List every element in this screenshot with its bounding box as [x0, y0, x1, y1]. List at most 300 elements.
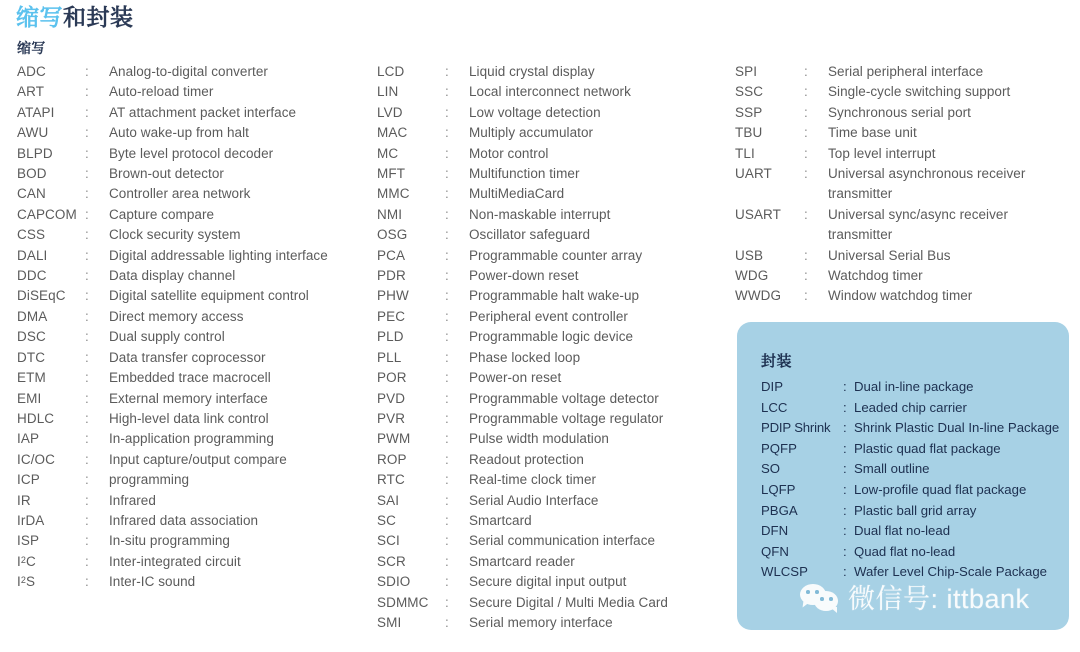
abbreviation-definition: Universal sync/async receiver transmitter — [828, 206, 1009, 243]
abbreviation-definition: Peripheral event controller — [469, 308, 628, 324]
abbreviation-row — [17, 82, 367, 102]
abbreviation-definition: Local interconnect network — [469, 84, 631, 100]
abbreviation-separator: : — [85, 553, 89, 569]
abbreviation-key: PVR — [377, 410, 406, 426]
abbreviation-definition: Smartcard — [469, 512, 532, 528]
abbreviation-definition: Auto wake-up from halt — [109, 125, 249, 141]
package-separator: : — [843, 481, 847, 497]
abbreviation-key: LIN — [377, 84, 399, 100]
package-definition: Dual in-line package — [854, 379, 974, 394]
abbreviation-row — [377, 613, 722, 633]
abbreviation-row — [735, 144, 1075, 164]
abbreviation-key: MC — [377, 145, 399, 161]
abbreviation-key: $I^2C$ — [17, 553, 36, 569]
abbreviation-separator: : — [85, 84, 89, 100]
abbreviation-separator: : — [804, 166, 808, 182]
abbreviation-row — [17, 307, 367, 327]
package-definition: Dual flat no-lead — [854, 523, 951, 539]
abbreviation-definition: Time base unit — [828, 125, 917, 141]
abbreviation-separator: : — [445, 268, 449, 284]
abbreviation-definition: Auto-reload timer — [109, 84, 214, 100]
abbreviation-definition: Clock security system — [109, 227, 241, 243]
abbreviation-separator: : — [445, 410, 449, 426]
abbreviation-definition: Programmable voltage regulator — [469, 410, 664, 426]
abbreviation-row — [735, 205, 1075, 246]
package-key: LCC — [761, 399, 788, 415]
abbreviation-key: RTC — [377, 472, 405, 488]
abbreviation-key: MFT — [377, 166, 406, 182]
abbreviation-row — [17, 266, 367, 286]
abbreviation-definition: In-application programming — [109, 431, 274, 447]
abbreviation-separator: : — [445, 370, 449, 386]
abbreviation-row — [377, 491, 722, 511]
package-row — [761, 501, 1061, 522]
abbreviation-definition: Programmable halt wake-up — [469, 288, 640, 304]
abbreviation-row — [377, 552, 722, 572]
abbreviation-row — [377, 246, 722, 266]
abbreviation-key: UART — [735, 166, 772, 182]
abbreviation-row — [377, 205, 722, 225]
abbreviation-row — [735, 103, 1075, 123]
abbreviation-separator: : — [85, 145, 89, 161]
abbreviation-key: SDMMC — [377, 594, 429, 610]
abbreviation-separator: : — [85, 410, 89, 426]
abbreviation-row — [17, 450, 367, 470]
abbreviation-row — [17, 409, 367, 429]
package-key: LQFP — [761, 481, 796, 497]
abbreviation-separator: : — [85, 268, 89, 284]
abbreviation-key: HDLC — [17, 410, 55, 426]
abbreviation-separator: : — [445, 125, 449, 141]
abbreviation-key: NMI — [377, 206, 403, 222]
abbreviation-key: LCD — [377, 64, 405, 79]
abbreviation-row — [17, 144, 367, 164]
abbreviation-separator: : — [85, 125, 89, 141]
abbreviation-definition: Input capture/output compare — [109, 451, 287, 467]
abbreviation-definition: Multifunction timer — [469, 166, 580, 182]
abbreviation-separator: : — [804, 268, 808, 284]
abbreviation-row — [377, 511, 722, 531]
abbreviation-row — [377, 368, 722, 388]
abbreviation-key: PLL — [377, 349, 402, 365]
abbreviation-definition: Window watchdog timer — [828, 288, 973, 304]
abbreviation-definition: programming — [109, 472, 190, 488]
abbreviation-row — [17, 511, 367, 531]
package-definition: Low-profile quad flat package — [854, 481, 1027, 497]
abbreviation-key: SSC — [735, 84, 764, 100]
package-row — [761, 562, 1061, 583]
abbreviation-row — [17, 62, 367, 82]
abbreviation-separator: : — [445, 84, 449, 100]
abbreviation-separator: : — [85, 451, 89, 467]
abbreviation-key: DSC — [17, 329, 46, 345]
abbreviation-row — [377, 62, 722, 82]
abbreviation-row — [17, 429, 367, 449]
abbreviation-separator: : — [804, 84, 808, 100]
abbreviation-key: CAN — [17, 186, 46, 202]
abbreviation-key: ETM — [17, 370, 46, 386]
package-row — [761, 459, 1061, 480]
abbreviation-separator: : — [445, 614, 449, 630]
abbreviation-row — [17, 164, 367, 184]
abbreviation-key: TBU — [735, 125, 763, 141]
abbreviation-definition: Serial communication interface — [469, 533, 656, 549]
abbreviation-row — [17, 184, 367, 204]
abbreviation-row — [17, 552, 367, 572]
abbreviation-key: EMI — [17, 390, 42, 406]
abbreviation-row — [377, 389, 722, 409]
abbreviation-row — [377, 409, 722, 429]
abbreviation-key: AWU — [17, 125, 49, 141]
abbreviation-separator: : — [445, 349, 449, 365]
abbreviation-separator: : — [445, 574, 449, 590]
abbreviation-key: CAPCOM — [17, 206, 77, 222]
abbreviation-definition: Dual supply control — [109, 329, 225, 345]
abbreviation-separator: : — [445, 227, 449, 243]
abbreviation-definition: Top level interrupt — [828, 145, 936, 161]
abbreviation-row — [377, 103, 722, 123]
package-row — [761, 521, 1061, 542]
abbreviation-definition: Low voltage detection — [469, 104, 601, 120]
abbreviation-key: PDR — [377, 268, 406, 284]
abbreviation-definition: Phase locked loop — [469, 349, 581, 365]
abbreviation-key: USB — [735, 247, 764, 263]
abbreviation-row — [377, 572, 722, 592]
abbreviation-separator: : — [445, 288, 449, 304]
abbreviation-separator: : — [85, 431, 89, 447]
abbreviation-key: ATAPI — [17, 104, 55, 120]
abbreviation-separator: : — [445, 553, 449, 569]
abbreviation-row — [17, 286, 367, 306]
abbreviation-row — [377, 593, 722, 613]
abbreviation-row — [735, 246, 1075, 266]
abbreviation-definition: Digital addressable lighting interface — [109, 247, 328, 263]
abbreviation-key: ADC — [17, 64, 46, 79]
abbreviation-row — [735, 82, 1075, 102]
abbreviation-column-1 — [17, 62, 367, 593]
abbreviation-definition: Pulse width modulation — [469, 431, 609, 447]
abbreviation-row — [17, 225, 367, 245]
wechat-watermark-text: 微信号: ittbank — [848, 584, 1030, 614]
abbreviation-definition: Data display channel — [109, 268, 236, 284]
abbreviation-definition: Brown-out detector — [109, 166, 224, 182]
package-row — [761, 439, 1061, 460]
abbreviation-definition: Watchdog timer — [828, 268, 923, 284]
abbreviation-row — [17, 389, 367, 409]
abbreviation-key: DDC — [17, 268, 47, 284]
abbreviation-definition: High-level data link control — [109, 410, 269, 426]
abbreviation-definition: Programmable logic device — [469, 329, 634, 345]
abbreviation-separator: : — [85, 104, 89, 120]
package-box-title: 封装 — [761, 353, 793, 370]
abbreviation-separator: : — [85, 533, 89, 549]
package-definition: Shrink Plastic Dual In-line Package — [854, 420, 1060, 436]
abbreviation-separator: : — [445, 472, 449, 488]
abbreviation-separator: : — [804, 206, 808, 222]
abbreviation-key: PEC — [377, 308, 406, 324]
abbreviation-key: USART — [735, 206, 782, 222]
abbreviation-key: SDIO — [377, 574, 411, 590]
abbreviation-key: ICP — [17, 472, 40, 488]
abbreviation-key: IC/OC — [17, 451, 56, 467]
page-title-highlight: 缩写 — [16, 4, 63, 30]
abbreviation-key: SCR — [377, 553, 406, 569]
abbreviation-row — [17, 348, 367, 368]
abbreviation-key: ART — [17, 84, 45, 100]
abbreviation-separator: : — [85, 390, 89, 406]
abbreviation-row — [377, 266, 722, 286]
package-list — [761, 377, 1061, 583]
abbreviation-row — [735, 62, 1075, 82]
abbreviation-separator: : — [445, 145, 449, 161]
abbreviation-row — [377, 123, 722, 143]
abbreviation-definition: Infrared data association — [109, 512, 259, 528]
abbreviation-definition: Inter-integrated circuit — [109, 553, 241, 569]
abbreviation-key: SCI — [377, 533, 400, 549]
abbreviation-separator: : — [445, 390, 449, 406]
package-separator: : — [843, 502, 847, 518]
abbreviation-definition: Liquid crystal display — [469, 64, 595, 79]
abbreviation-row — [17, 572, 367, 592]
abbreviation-separator: : — [445, 64, 449, 79]
abbreviation-separator: : — [445, 451, 449, 467]
abbreviation-row — [17, 205, 367, 225]
abbreviation-definition: Digital satellite equipment control — [109, 288, 309, 304]
abbreviation-separator: : — [445, 186, 449, 202]
abbreviation-definition: Secure Digital / Multi Media Card — [469, 594, 668, 610]
abbreviation-key: PLD — [377, 329, 404, 345]
abbreviation-definition: Power-down reset — [469, 268, 579, 284]
abbreviation-row — [377, 327, 722, 347]
abbreviation-row — [735, 286, 1075, 306]
abbreviation-row — [377, 450, 722, 470]
abbreviation-key: BOD — [17, 166, 47, 182]
abbreviation-row — [735, 266, 1075, 286]
abbreviation-separator: : — [85, 574, 89, 590]
package-row — [761, 418, 1061, 439]
abbreviation-key: POR — [377, 370, 407, 386]
abbreviation-row — [377, 184, 722, 204]
abbreviation-separator: : — [85, 329, 89, 345]
abbreviation-separator: : — [445, 247, 449, 263]
package-row — [761, 480, 1061, 501]
package-separator: : — [843, 379, 847, 394]
abbreviation-key: ISP — [17, 533, 40, 549]
abbreviation-row — [17, 246, 367, 266]
abbreviation-row — [377, 225, 722, 245]
abbreviation-key: BLPD — [17, 145, 53, 161]
abbreviation-separator: : — [445, 329, 449, 345]
abbreviation-separator: : — [445, 492, 449, 508]
abbreviation-row — [17, 491, 367, 511]
abbreviation-definition: Universal Serial Bus — [828, 247, 951, 263]
package-separator: : — [843, 523, 847, 539]
package-key: DIP — [761, 379, 783, 394]
abbreviation-key: DiSEqC — [17, 288, 66, 304]
abbreviation-definition: Serial memory interface — [469, 614, 613, 630]
abbreviation-row — [377, 307, 722, 327]
abbreviation-definition: Controller area network — [109, 186, 251, 202]
abbreviation-separator: : — [85, 349, 89, 365]
abbreviation-definition: Direct memory access — [109, 308, 244, 324]
abbreviation-definition: Analog-to-digital converter — [109, 64, 268, 79]
abbreviation-definition: Readout protection — [469, 451, 584, 467]
abbreviation-key: DALI — [17, 247, 48, 263]
abbreviation-key: PCA — [377, 247, 406, 263]
abbreviation-separator: : — [445, 166, 449, 182]
abbreviation-separator: : — [85, 472, 89, 488]
abbreviation-definition: Serial Audio Interface — [469, 492, 599, 508]
abbreviation-separator: : — [804, 288, 808, 304]
abbreviation-definition: MultiMediaCard — [469, 186, 565, 202]
page-title — [16, 2, 134, 32]
abbreviation-column-3 — [735, 62, 1075, 307]
abbreviation-key: WWDG — [735, 288, 782, 304]
abbreviation-row — [17, 368, 367, 388]
abbreviation-key: DTC — [17, 349, 46, 365]
abbreviation-definition: Capture compare — [109, 206, 215, 222]
abbreviation-definition: Secure digital input output — [469, 574, 627, 590]
package-definition: Plastic quad flat package — [854, 440, 1001, 456]
abbreviation-row — [377, 531, 722, 551]
abbreviation-separator: : — [445, 431, 449, 447]
abbreviation-row — [377, 144, 722, 164]
package-key: PQFP — [761, 440, 797, 456]
abbreviation-key: SC — [377, 512, 396, 528]
page-title-rest: 和封装 — [63, 4, 134, 30]
abbreviation-separator: : — [445, 533, 449, 549]
abbreviation-separator: : — [445, 594, 449, 610]
abbreviation-definition: In-situ programming — [109, 533, 230, 549]
section-header-abbreviations: 缩写 — [17, 40, 46, 56]
abbreviation-row — [17, 531, 367, 551]
abbreviation-definition: Programmable voltage detector — [469, 390, 659, 406]
package-separator: : — [843, 420, 847, 436]
package-key: DFN — [761, 523, 789, 539]
abbreviation-key: SPI — [735, 64, 758, 79]
abbreviation-definition: Universal asynchronous receiver transmitter — [828, 166, 1026, 202]
abbreviation-row — [17, 103, 367, 123]
abbreviation-key: TLI — [735, 145, 755, 161]
abbreviation-row — [735, 164, 1075, 205]
abbreviation-definition: Data transfer coprocessor — [109, 349, 266, 365]
abbreviation-key: PHW — [377, 288, 409, 304]
abbreviation-definition: Byte level protocol decoder — [109, 145, 274, 161]
abbreviation-key: SMI — [377, 614, 402, 630]
abbreviation-separator: : — [804, 247, 808, 263]
package-key: SO — [761, 461, 781, 477]
abbreviation-definition: Infrared — [109, 492, 156, 508]
abbreviation-definition: Motor control — [469, 145, 549, 161]
abbreviation-key: PVD — [377, 390, 406, 406]
abbreviation-separator: : — [445, 206, 449, 222]
abbreviation-column-2 — [377, 62, 722, 633]
abbreviation-key: IrDA — [17, 512, 45, 528]
package-key: WLCSP — [761, 564, 808, 580]
abbreviation-separator: : — [804, 104, 808, 120]
abbreviation-separator: : — [85, 512, 89, 528]
package-definition: Small outline — [854, 461, 930, 477]
abbreviation-key: LVD — [377, 104, 403, 120]
abbreviation-separator: : — [804, 64, 808, 79]
abbreviation-definition: Non-maskable interrupt — [469, 206, 611, 222]
abbreviation-key: IR — [17, 492, 31, 508]
abbreviation-separator: : — [445, 308, 449, 324]
abbreviation-definition: External memory interface — [109, 390, 268, 406]
package-key: PDIP Shrink — [761, 420, 831, 436]
package-row — [761, 377, 1061, 398]
abbreviation-separator: : — [445, 104, 449, 120]
abbreviation-key: SSP — [735, 104, 763, 120]
package-definition: Leaded chip carrier — [854, 399, 967, 415]
abbreviation-separator: : — [85, 492, 89, 508]
abbreviation-row — [17, 327, 367, 347]
package-callout-box — [737, 322, 1069, 630]
package-separator: : — [843, 399, 847, 415]
abbreviation-row — [377, 286, 722, 306]
abbreviation-row — [377, 470, 722, 490]
abbreviation-separator: : — [85, 308, 89, 324]
abbreviation-key: MMC — [377, 186, 410, 202]
abbreviation-definition: Power-on reset — [469, 370, 562, 386]
abbreviation-separator: : — [445, 512, 449, 528]
abbreviation-row — [17, 470, 367, 490]
abbreviation-separator: : — [85, 186, 89, 202]
abbreviation-key: $I^2S$ — [17, 574, 36, 590]
abbreviation-key: PWM — [377, 431, 411, 447]
abbreviation-definition: Synchronous serial port — [828, 104, 971, 120]
abbreviation-row — [377, 348, 722, 368]
abbreviation-definition: Oscillator safeguard — [469, 227, 591, 243]
abbreviation-key: IAP — [17, 431, 40, 447]
abbreviation-definition: Real-time clock timer — [469, 472, 597, 488]
abbreviation-definition: Serial peripheral interface — [828, 64, 984, 79]
abbreviation-key: WDG — [735, 268, 769, 284]
abbreviation-definition: Multiply accumulator — [469, 125, 594, 141]
abbreviation-separator: : — [804, 125, 808, 141]
package-key: QFN — [761, 543, 789, 559]
abbreviation-key: SAI — [377, 492, 400, 508]
package-definition: Quad flat no-lead — [854, 543, 956, 559]
abbreviation-definition: Smartcard reader — [469, 553, 575, 569]
abbreviation-definition: AT attachment packet interface — [109, 104, 297, 120]
abbreviation-separator: : — [85, 288, 89, 304]
abbreviation-key: OSG — [377, 227, 408, 243]
abbreviation-key: ROP — [377, 451, 407, 467]
abbreviation-row — [377, 164, 722, 184]
abbreviation-definition: Embedded trace macrocell — [109, 370, 271, 386]
abbreviation-separator: : — [85, 247, 89, 263]
abbreviation-definition: Inter-IC sound — [109, 574, 196, 590]
package-separator: : — [843, 461, 847, 477]
package-separator: : — [843, 440, 847, 456]
abbreviation-row — [735, 123, 1075, 143]
abbreviation-separator: : — [85, 206, 89, 222]
abbreviation-row — [17, 123, 367, 143]
package-definition: Plastic ball grid array — [854, 502, 977, 518]
abbreviation-row — [377, 429, 722, 449]
abbreviation-key: DMA — [17, 308, 48, 324]
abbreviation-separator: : — [85, 166, 89, 182]
package-separator: : — [843, 564, 847, 580]
abbreviation-row — [377, 82, 722, 102]
abbreviation-separator: : — [85, 370, 89, 386]
abbreviation-separator: : — [85, 64, 89, 79]
package-definition: Wafer Level Chip-Scale Package — [854, 564, 1048, 580]
package-key: PBGA — [761, 502, 798, 518]
abbreviation-definition: Single-cycle switching support — [828, 84, 1011, 100]
abbreviation-key: MAC — [377, 125, 408, 141]
